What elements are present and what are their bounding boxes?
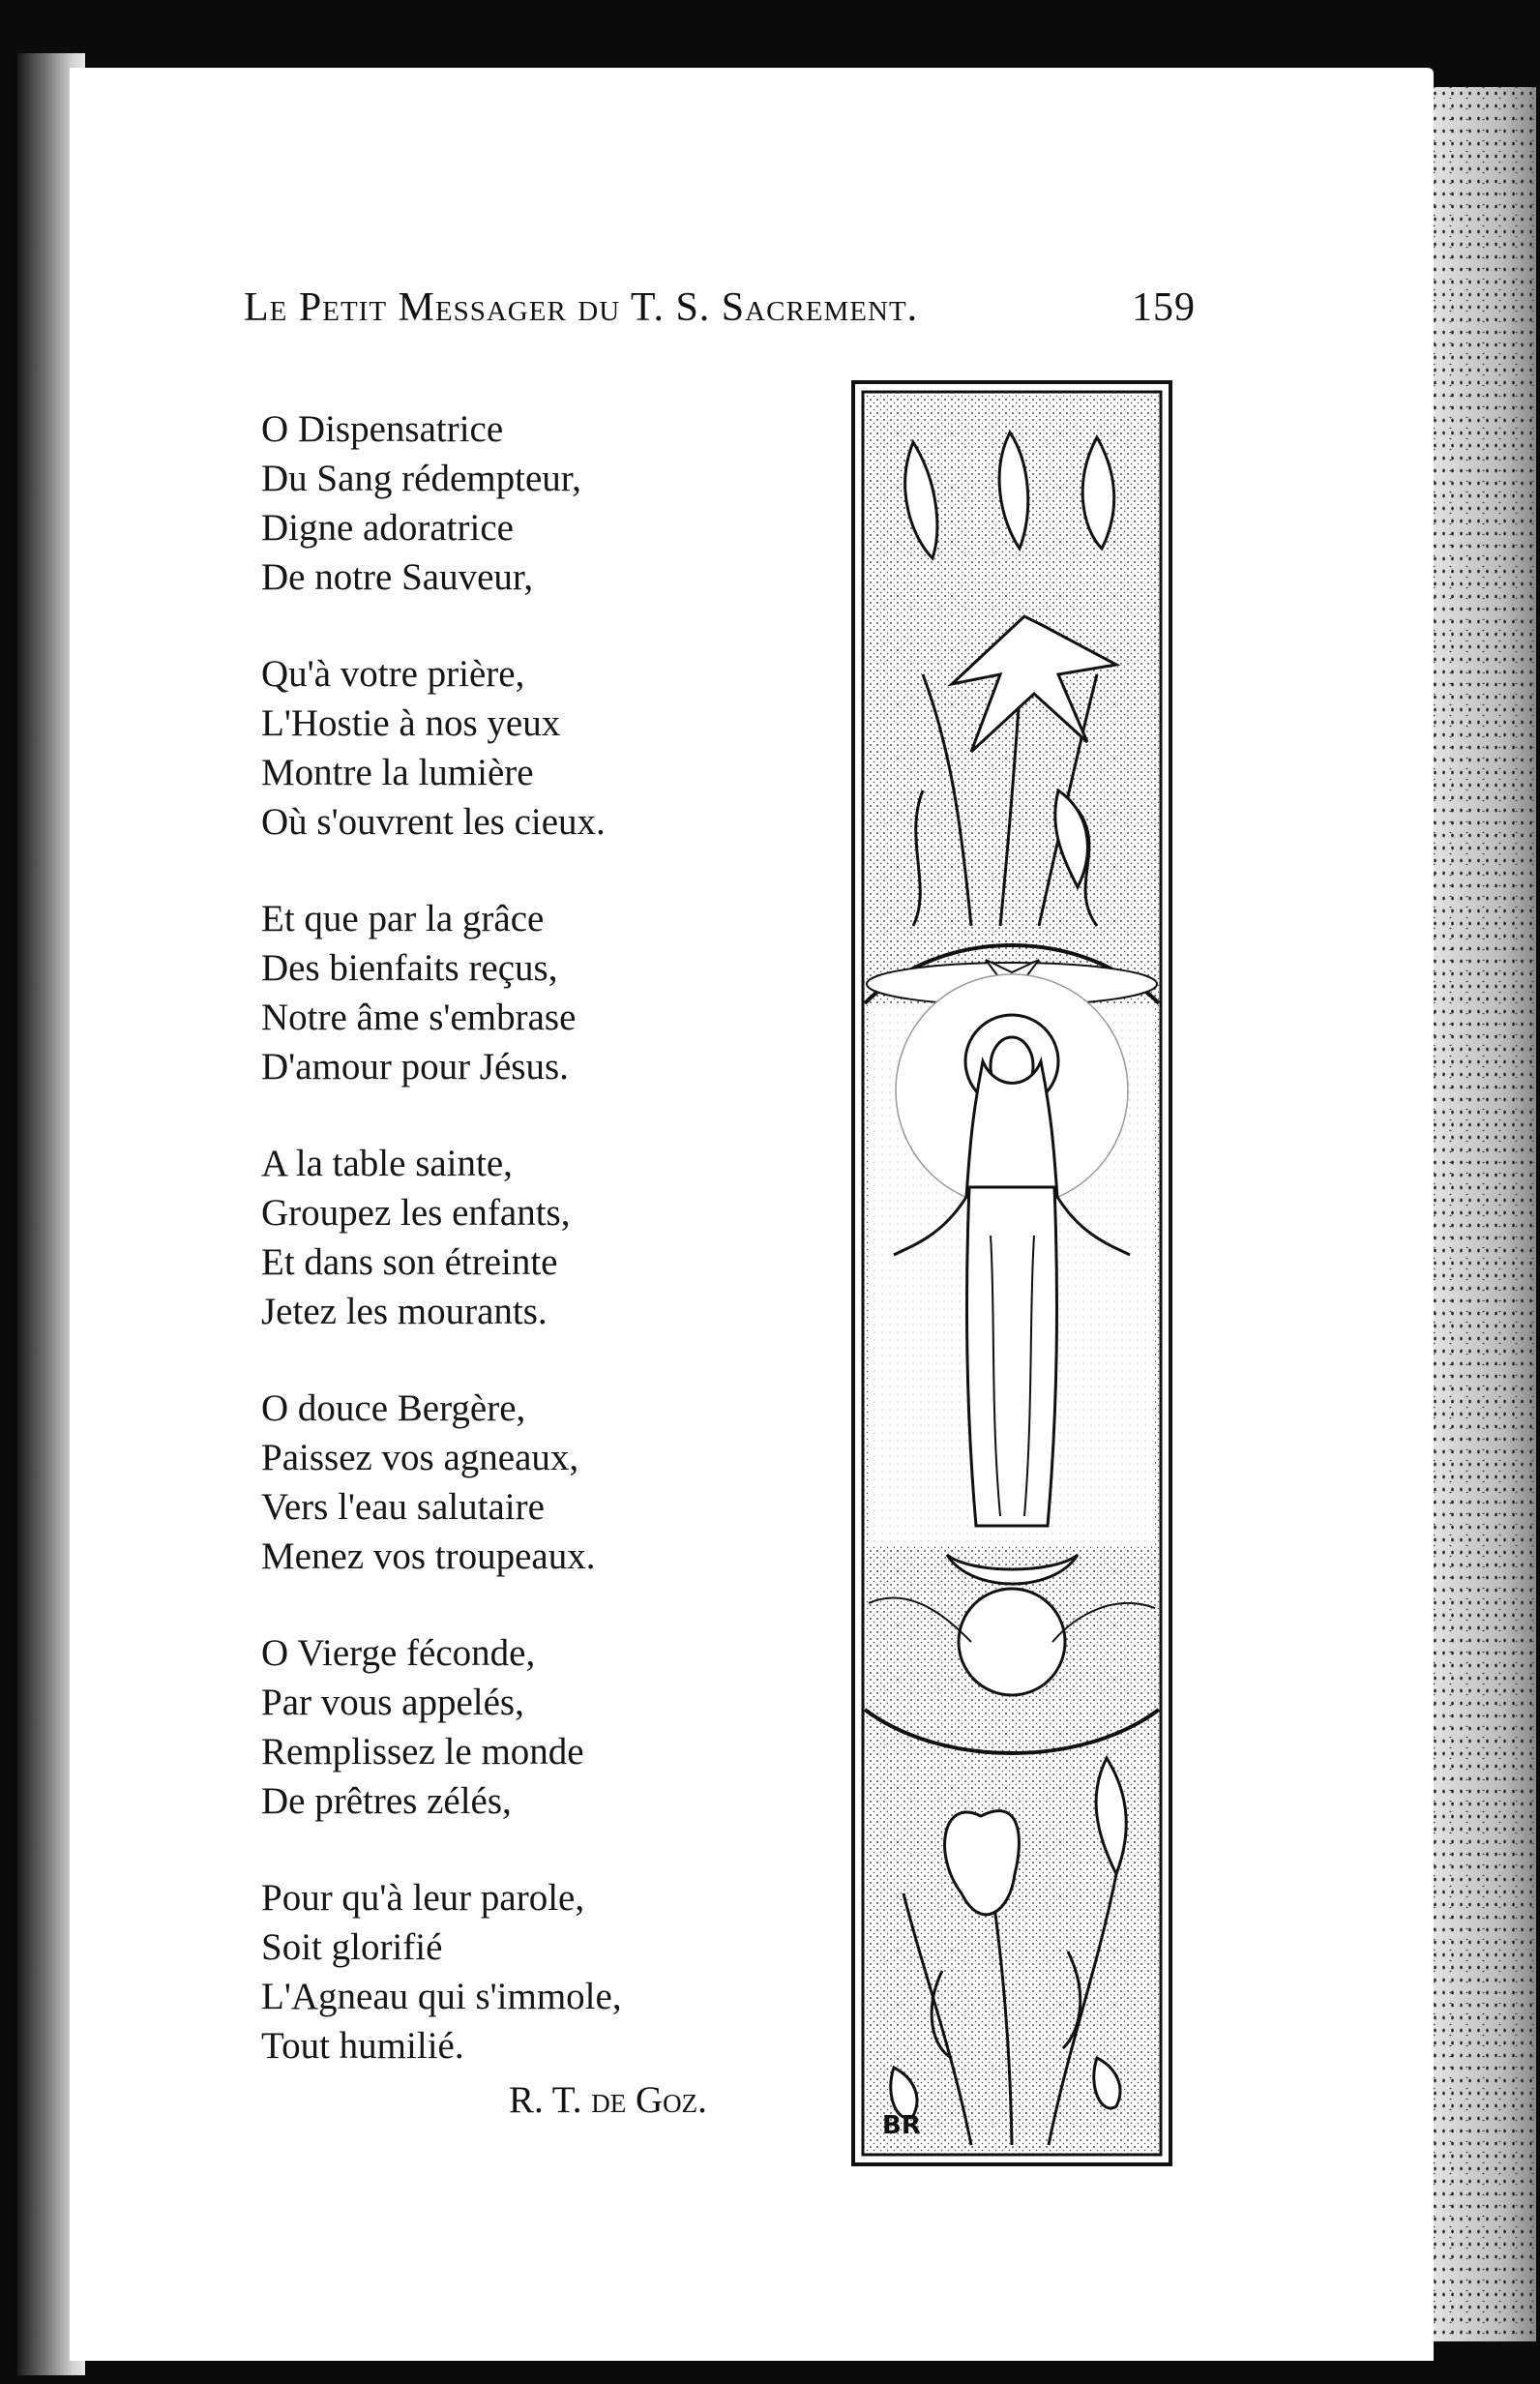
poem-stanza [261,649,803,847]
globe-icon [959,1589,1065,1695]
poem-stanza [261,1139,803,1336]
poem-line: Par vous appelés, [261,1682,524,1723]
running-header [244,284,1211,343]
poem-line: Soit glorifié [261,1926,443,1968]
poem-line: Pour qu'à leur parole, [261,1877,585,1919]
poem-line: Tout humilié. [261,2025,464,2067]
engraver-monogram: BR [882,2111,921,2140]
poem-line: O douce Bergère, [261,1387,526,1429]
poem-line: Et que par la grâce [261,898,545,939]
signature-initials: R. T. [509,2079,582,2121]
page-number: 159 [1132,285,1196,330]
poem-line: Jetez les mourants. [261,1291,548,1332]
poem-line: O Vierge féconde, [261,1632,536,1674]
poem-line: L'Hostie à nos yeux [261,702,561,744]
poem-stanza [261,404,803,602]
poem-line: Notre âme s'embrase [261,997,577,1038]
poem [261,404,803,2118]
poem-stanza [261,1628,803,1826]
journal-title: Le Petit Messager du T. S. Sacrement. [244,285,919,330]
poem-line: Paissez vos agneaux, [261,1437,579,1478]
poem-line: De notre Sauveur, [261,556,534,598]
virgin-mary-engraving [855,384,1169,2162]
poem-line: De prêtres zélés, [261,1780,512,1822]
poem-line: L'Agneau qui s'immole, [261,1976,622,2017]
poem-line: Où s'ouvrent les cieux. [261,801,606,843]
illustration-plate [851,380,1172,2166]
poem-signature [509,2078,707,2122]
poem-stanza [261,1873,803,2071]
poem-line: O Dispensatrice [261,408,504,450]
poem-line: A la table sainte, [261,1143,513,1184]
poem-line: Menez vos troupeaux. [261,1535,596,1577]
poem-line: Montre la lumière [261,752,534,793]
book-page-edges [1422,87,1536,2341]
poem-line: Et dans son étreinte [261,1241,558,1283]
poem-line: Du Sang rédempteur, [261,458,581,499]
poem-line: D'amour pour Jésus. [261,1046,569,1088]
poem-stanza [261,1384,803,1581]
poem-line: Qu'à votre prière, [261,653,525,695]
poem-stanza [261,894,803,1091]
poem-line: Des bienfaits reçus, [261,947,558,989]
poem-line: Groupez les enfants, [261,1192,571,1234]
signature-name: de Goz. [591,2079,707,2121]
poem-line: Vers l'eau salutaire [261,1486,545,1528]
poem-line: Digne adoratrice [261,507,514,549]
poem-line: Remplissez le monde [261,1731,584,1773]
